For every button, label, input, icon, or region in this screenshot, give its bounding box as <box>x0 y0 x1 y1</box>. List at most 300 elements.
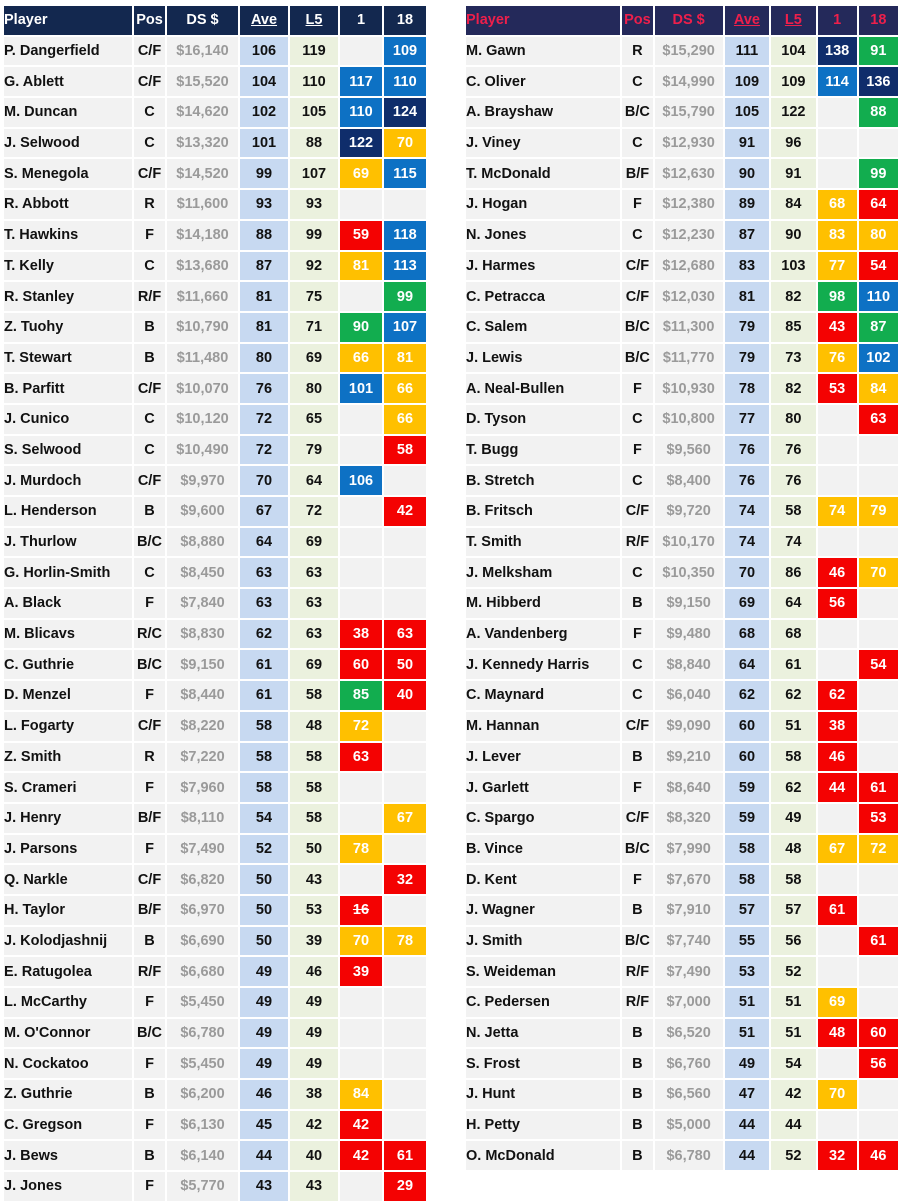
player-column-header[interactable]: Player <box>4 6 132 35</box>
table-row[interactable] <box>4 221 426 250</box>
player-name-cell: D. Menzel <box>4 681 132 710</box>
average-cell: 44 <box>240 1141 288 1170</box>
table-row[interactable] <box>466 190 898 219</box>
last-five-cell: 107 <box>290 159 338 188</box>
ds-price-cell: $8,830 <box>167 620 238 649</box>
table-row[interactable] <box>4 374 426 403</box>
last-five-cell: 61 <box>771 650 815 679</box>
table-row[interactable] <box>466 650 898 679</box>
ds-price-cell: $8,110 <box>167 804 238 833</box>
position-cell: F <box>134 1111 165 1140</box>
table-row[interactable] <box>4 650 426 679</box>
round-18-score-cell: 87 <box>859 313 898 342</box>
position-cell: B/F <box>134 896 165 925</box>
table-row[interactable] <box>4 865 426 894</box>
round-1-score-cell <box>340 804 382 833</box>
table-row[interactable] <box>466 558 898 587</box>
round-18-column-header[interactable]: 18 <box>384 6 426 35</box>
ave-column-header[interactable]: Ave <box>725 6 770 35</box>
round-18-score-cell: 29 <box>384 1172 426 1201</box>
average-cell: 53 <box>725 957 770 986</box>
player-name-cell: G. Ablett <box>4 67 132 96</box>
average-cell: 78 <box>725 374 770 403</box>
table-row[interactable] <box>466 712 898 741</box>
table-row[interactable] <box>4 436 426 465</box>
ds-price-cell: $9,210 <box>655 743 723 772</box>
last-five-cell: 63 <box>290 558 338 587</box>
player-name-cell: C. Petracca <box>466 282 620 311</box>
ds-price-cell: $15,290 <box>655 37 723 66</box>
player-name-cell: L. Fogarty <box>4 712 132 741</box>
average-cell: 58 <box>240 743 288 772</box>
average-cell: 81 <box>725 282 770 311</box>
l5-column-header[interactable]: L5 <box>290 6 338 35</box>
player-name-cell: Q. Narkle <box>4 865 132 894</box>
round-1-score-cell <box>340 1049 382 1078</box>
average-cell: 70 <box>240 466 288 495</box>
table-row[interactable] <box>4 558 426 587</box>
round-1-score-cell <box>818 98 857 127</box>
average-cell: 49 <box>240 988 288 1017</box>
last-five-cell: 51 <box>771 1019 815 1048</box>
player-name-cell: J. Bews <box>4 1141 132 1170</box>
round-18-score-cell: 60 <box>859 1019 898 1048</box>
position-cell: C/F <box>134 67 165 96</box>
pos-column-header[interactable]: Pos <box>622 6 652 35</box>
average-cell: 76 <box>725 466 770 495</box>
table-row[interactable] <box>4 1049 426 1078</box>
ds-price-cell: $7,490 <box>167 835 238 864</box>
table-row[interactable] <box>4 1172 426 1201</box>
table-row[interactable] <box>466 1080 898 1109</box>
round-1-score-cell <box>340 282 382 311</box>
table-row[interactable] <box>466 405 898 434</box>
round-18-score-cell: 61 <box>859 927 898 956</box>
player-name-cell: T. McDonald <box>466 159 620 188</box>
round-1-score-cell <box>818 1111 857 1140</box>
player-name-cell: H. Taylor <box>4 896 132 925</box>
player-name-cell: Z. Smith <box>4 743 132 772</box>
last-five-cell: 46 <box>290 957 338 986</box>
ds-price-cell: $6,780 <box>655 1141 723 1170</box>
ds-price-column-header[interactable]: DS $ <box>655 6 723 35</box>
ds-price-cell: $7,000 <box>655 988 723 1017</box>
table-row[interactable] <box>4 344 426 373</box>
ds-price-cell: $7,670 <box>655 865 723 894</box>
ds-price-cell: $10,490 <box>167 436 238 465</box>
ds-price-cell: $7,990 <box>655 835 723 864</box>
table-row[interactable] <box>466 589 898 618</box>
round-18-score-cell: 67 <box>384 804 426 833</box>
average-cell: 87 <box>725 221 770 250</box>
round-18-score-cell: 118 <box>384 221 426 250</box>
last-five-cell: 63 <box>290 620 338 649</box>
player-name-cell: B. Stretch <box>466 466 620 495</box>
position-cell: F <box>134 835 165 864</box>
last-five-cell: 104 <box>771 37 815 66</box>
position-cell: C <box>622 466 652 495</box>
round-1-score-cell: 67 <box>818 835 857 864</box>
round-1-score-cell: 63 <box>340 743 382 772</box>
table-row[interactable] <box>466 865 898 894</box>
average-cell: 50 <box>240 927 288 956</box>
table-row[interactable] <box>4 466 426 495</box>
position-cell: F <box>622 773 652 802</box>
round-18-score-cell: 88 <box>859 98 898 127</box>
table-row[interactable] <box>4 589 426 618</box>
table-row[interactable] <box>4 129 426 158</box>
table-row[interactable] <box>4 773 426 802</box>
position-cell: F <box>134 773 165 802</box>
player-name-cell: N. Cockatoo <box>4 1049 132 1078</box>
ds-price-cell: $10,350 <box>655 558 723 587</box>
l5-column-header[interactable]: L5 <box>771 6 815 35</box>
last-five-cell: 43 <box>290 1172 338 1201</box>
table-row[interactable] <box>466 313 898 342</box>
round-1-column-header[interactable]: 1 <box>340 6 382 35</box>
position-cell: C <box>134 129 165 158</box>
last-five-cell: 71 <box>290 313 338 342</box>
player-name-cell: J. Garlett <box>466 773 620 802</box>
average-cell: 76 <box>725 436 770 465</box>
table-row[interactable] <box>466 743 898 772</box>
ds-price-cell: $6,130 <box>167 1111 238 1140</box>
position-cell: B/C <box>622 98 652 127</box>
player-name-cell: C. Gregson <box>4 1111 132 1140</box>
table-row[interactable] <box>466 159 898 188</box>
round-18-score-cell <box>384 1080 426 1109</box>
round-18-column-header[interactable]: 18 <box>859 6 898 35</box>
player-name-cell: T. Kelly <box>4 252 132 281</box>
table-row[interactable] <box>466 466 898 495</box>
average-cell: 64 <box>725 650 770 679</box>
table-row[interactable] <box>466 927 898 956</box>
table-row[interactable] <box>4 313 426 342</box>
last-five-cell: 52 <box>771 1141 815 1170</box>
ds-price-cell: $5,450 <box>167 988 238 1017</box>
round-1-score-cell: 122 <box>340 129 382 158</box>
last-five-cell: 48 <box>290 712 338 741</box>
round-1-score-cell <box>340 436 382 465</box>
position-cell: F <box>134 988 165 1017</box>
last-five-cell: 93 <box>290 190 338 219</box>
position-cell: B <box>622 1019 652 1048</box>
table-row[interactable] <box>4 743 426 772</box>
round-1-score-cell: 42 <box>340 1111 382 1140</box>
ds-price-cell: $6,780 <box>167 1019 238 1048</box>
round-1-score-cell <box>818 466 857 495</box>
round-18-score-cell: 124 <box>384 98 426 127</box>
player-name-cell: B. Vince <box>466 835 620 864</box>
round-1-score-cell: 138 <box>818 37 857 66</box>
round-1-score-cell <box>340 190 382 219</box>
round-1-score-cell: 62 <box>818 681 857 710</box>
player-name-cell: H. Petty <box>466 1111 620 1140</box>
position-cell: B <box>622 743 652 772</box>
round-18-score-cell: 66 <box>384 405 426 434</box>
table-row[interactable] <box>466 1141 898 1170</box>
player-name-cell: D. Tyson <box>466 405 620 434</box>
round-1-score-cell: 84 <box>340 1080 382 1109</box>
last-five-cell: 86 <box>771 558 815 587</box>
last-five-cell: 90 <box>771 221 815 250</box>
position-cell: F <box>134 681 165 710</box>
last-five-cell: 53 <box>290 896 338 925</box>
ds-price-cell: $12,230 <box>655 221 723 250</box>
round-1-score-cell <box>340 589 382 618</box>
player-column-header[interactable]: Player <box>466 6 620 35</box>
position-cell: C/F <box>622 252 652 281</box>
ds-price-cell: $11,770 <box>655 344 723 373</box>
table-row[interactable] <box>466 374 898 403</box>
round-18-score-cell <box>384 558 426 587</box>
round-1-score-cell: 70 <box>340 927 382 956</box>
table-row[interactable] <box>466 988 898 1017</box>
table-row[interactable] <box>466 681 898 710</box>
table-row[interactable] <box>4 159 426 188</box>
position-cell: C/F <box>134 37 165 66</box>
player-name-cell: J. Cunico <box>4 405 132 434</box>
ds-price-column-header[interactable]: DS $ <box>167 6 238 35</box>
average-cell: 59 <box>725 804 770 833</box>
player-name-cell: J. Jones <box>4 1172 132 1201</box>
player-name-cell: C. Spargo <box>466 804 620 833</box>
player-name-cell: A. Vandenberg <box>466 620 620 649</box>
table-row[interactable] <box>4 804 426 833</box>
round-1-score-cell <box>818 1049 857 1078</box>
position-cell: B/C <box>134 1019 165 1048</box>
last-five-cell: 64 <box>290 466 338 495</box>
player-name-cell: J. Parsons <box>4 835 132 864</box>
last-five-cell: 43 <box>290 865 338 894</box>
player-name-cell: M. Hannan <box>466 712 620 741</box>
round-1-score-cell <box>818 159 857 188</box>
average-cell: 74 <box>725 497 770 526</box>
position-cell: B <box>622 1080 652 1109</box>
table-row[interactable] <box>4 988 426 1017</box>
table-row[interactable] <box>466 528 898 557</box>
round-1-score-cell: 98 <box>818 282 857 311</box>
round-1-score-cell: 61 <box>818 896 857 925</box>
table-row[interactable] <box>4 1111 426 1140</box>
table-row[interactable] <box>466 67 898 96</box>
ds-price-cell: $12,930 <box>655 129 723 158</box>
ds-price-cell: $16,140 <box>167 37 238 66</box>
ds-price-cell: $6,970 <box>167 896 238 925</box>
round-18-score-cell <box>859 436 898 465</box>
round-18-score-cell: 61 <box>859 773 898 802</box>
round-1-score-cell <box>340 865 382 894</box>
position-cell: F <box>622 190 652 219</box>
table-row[interactable] <box>466 344 898 373</box>
ds-price-cell: $12,380 <box>655 190 723 219</box>
ds-price-cell: $9,150 <box>655 589 723 618</box>
table-row[interactable] <box>466 436 898 465</box>
position-cell: C/F <box>134 466 165 495</box>
round-1-column-header[interactable]: 1 <box>818 6 857 35</box>
ds-price-cell: $6,760 <box>655 1049 723 1078</box>
average-cell: 58 <box>725 865 770 894</box>
table-row[interactable] <box>4 282 426 311</box>
table-row[interactable] <box>4 835 426 864</box>
round-1-score-cell <box>340 528 382 557</box>
table-row[interactable] <box>4 927 426 956</box>
position-cell: B <box>134 497 165 526</box>
table-row[interactable] <box>466 37 898 66</box>
round-18-score-cell: 50 <box>384 650 426 679</box>
table-row[interactable] <box>466 221 898 250</box>
round-18-score-cell: 84 <box>859 374 898 403</box>
table-row[interactable] <box>466 1049 898 1078</box>
last-five-cell: 50 <box>290 835 338 864</box>
player-name-cell: C. Pedersen <box>466 988 620 1017</box>
position-cell: C/F <box>622 497 652 526</box>
table-row[interactable] <box>4 252 426 281</box>
last-five-cell: 82 <box>771 374 815 403</box>
player-name-cell: G. Horlin-Smith <box>4 558 132 587</box>
pos-column-header[interactable]: Pos <box>134 6 165 35</box>
ds-price-cell: $6,140 <box>167 1141 238 1170</box>
last-five-cell: 96 <box>771 129 815 158</box>
table-row[interactable] <box>4 1080 426 1109</box>
round-18-score-cell <box>859 620 898 649</box>
last-five-cell: 58 <box>290 804 338 833</box>
position-cell: C <box>622 558 652 587</box>
table-row[interactable] <box>4 98 426 127</box>
average-cell: 70 <box>725 558 770 587</box>
table-row[interactable] <box>4 497 426 526</box>
player-name-cell: Z. Guthrie <box>4 1080 132 1109</box>
ds-price-cell: $7,960 <box>167 773 238 802</box>
player-name-cell: J. Wagner <box>466 896 620 925</box>
round-1-score-cell <box>818 129 857 158</box>
position-cell: B <box>134 344 165 373</box>
round-18-score-cell: 66 <box>384 374 426 403</box>
round-18-score-cell: 58 <box>384 436 426 465</box>
table-row[interactable] <box>4 37 426 66</box>
table-row[interactable] <box>4 957 426 986</box>
round-18-score-cell: 115 <box>384 159 426 188</box>
position-cell: B/C <box>134 528 165 557</box>
table-row[interactable] <box>466 98 898 127</box>
last-five-cell: 69 <box>290 650 338 679</box>
table-row[interactable] <box>4 67 426 96</box>
round-18-score-cell <box>859 681 898 710</box>
round-18-score-cell <box>384 712 426 741</box>
table-row[interactable] <box>466 129 898 158</box>
table-row[interactable] <box>4 681 426 710</box>
round-1-score-cell: 69 <box>340 159 382 188</box>
round-1-score-cell: 72 <box>340 712 382 741</box>
last-five-cell: 72 <box>290 497 338 526</box>
position-cell: C/F <box>134 159 165 188</box>
round-1-score-cell <box>818 528 857 557</box>
last-five-cell: 54 <box>771 1049 815 1078</box>
last-five-cell: 80 <box>771 405 815 434</box>
table-row[interactable] <box>466 497 898 526</box>
table-row[interactable] <box>466 282 898 311</box>
table-row[interactable] <box>4 405 426 434</box>
ds-price-cell: $11,660 <box>167 282 238 311</box>
ds-price-cell: $9,970 <box>167 466 238 495</box>
position-cell: R <box>134 190 165 219</box>
round-1-score-cell: 66 <box>340 344 382 373</box>
average-cell: 44 <box>725 1111 770 1140</box>
average-cell: 106 <box>240 37 288 66</box>
ds-price-cell: $15,790 <box>655 98 723 127</box>
last-five-cell: 122 <box>771 98 815 127</box>
round-1-score-cell <box>340 988 382 1017</box>
table-row[interactable] <box>466 835 898 864</box>
average-cell: 76 <box>240 374 288 403</box>
round-18-score-cell <box>384 743 426 772</box>
table-row[interactable] <box>466 620 898 649</box>
last-five-cell: 49 <box>290 1049 338 1078</box>
position-cell: C <box>622 650 652 679</box>
table-row[interactable] <box>466 957 898 986</box>
last-five-cell: 92 <box>290 252 338 281</box>
ave-column-header[interactable]: Ave <box>240 6 288 35</box>
average-cell: 62 <box>725 681 770 710</box>
table-row[interactable] <box>4 190 426 219</box>
last-five-cell: 49 <box>290 988 338 1017</box>
average-cell: 58 <box>240 712 288 741</box>
table-row[interactable] <box>466 804 898 833</box>
table-row[interactable] <box>4 1019 426 1048</box>
last-five-cell: 79 <box>290 436 338 465</box>
ds-price-cell: $7,740 <box>655 927 723 956</box>
left-table-body <box>4 37 426 1201</box>
table-row[interactable] <box>4 896 426 925</box>
ds-price-cell: $14,180 <box>167 221 238 250</box>
average-cell: 45 <box>240 1111 288 1140</box>
player-name-cell: A. Neal-Bullen <box>466 374 620 403</box>
ds-price-cell: $9,600 <box>167 497 238 526</box>
table-row[interactable] <box>466 1019 898 1048</box>
round-18-score-cell: 72 <box>859 835 898 864</box>
position-cell: C/F <box>622 804 652 833</box>
average-cell: 80 <box>240 344 288 373</box>
table-row[interactable] <box>4 620 426 649</box>
round-18-score-cell: 42 <box>384 497 426 526</box>
round-18-score-cell <box>384 190 426 219</box>
round-1-score-cell: 85 <box>340 681 382 710</box>
average-cell: 109 <box>725 67 770 96</box>
table-row[interactable] <box>466 896 898 925</box>
round-18-score-cell: 70 <box>384 129 426 158</box>
player-name-cell: J. Kolodjashnij <box>4 927 132 956</box>
position-cell: C <box>134 405 165 434</box>
table-row[interactable] <box>4 712 426 741</box>
table-row[interactable] <box>4 1141 426 1170</box>
table-row[interactable] <box>466 773 898 802</box>
last-five-cell: 64 <box>771 589 815 618</box>
player-name-cell: T. Hawkins <box>4 221 132 250</box>
position-cell: F <box>622 620 652 649</box>
position-cell: F <box>622 436 652 465</box>
player-name-cell: J. Harmes <box>466 252 620 281</box>
round-1-score-cell <box>340 1172 382 1201</box>
player-name-cell: L. McCarthy <box>4 988 132 1017</box>
round-18-score-cell <box>384 1111 426 1140</box>
table-row[interactable] <box>466 1111 898 1140</box>
table-row[interactable] <box>466 252 898 281</box>
position-cell: C <box>134 252 165 281</box>
ds-price-cell: $7,490 <box>655 957 723 986</box>
average-cell: 67 <box>240 497 288 526</box>
table-row[interactable] <box>4 528 426 557</box>
average-cell: 69 <box>725 589 770 618</box>
